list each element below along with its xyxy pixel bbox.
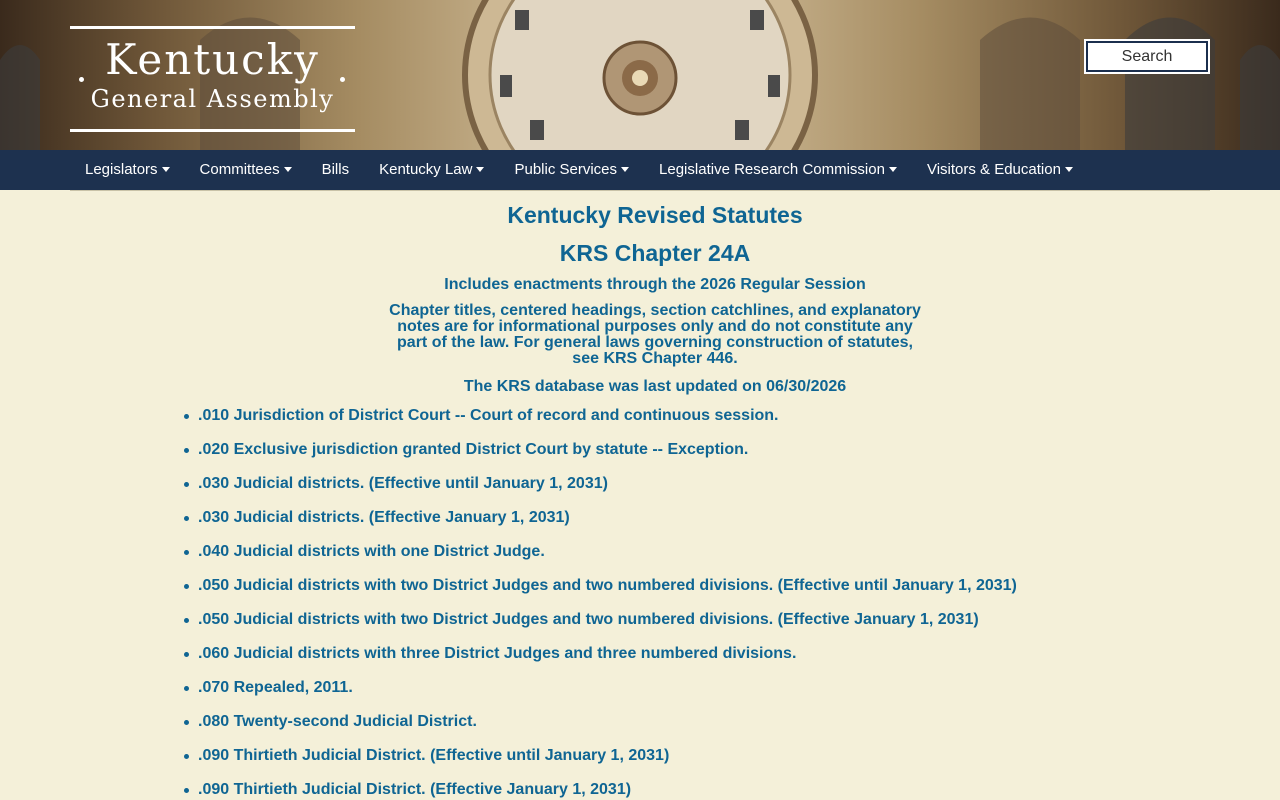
statute-link[interactable]: .050 Judicial districts with two District Judges and two numbered divisions. (Effective January 1, 2031)	[198, 611, 979, 628]
caret-down-icon	[162, 167, 170, 172]
header-banner	[0, 0, 1280, 150]
nav-divider	[70, 190, 1210, 191]
statute-link[interactable]: .050 Judicial districts with two District Judges and two numbered divisions. (Effective until January 1, 2031)	[198, 577, 1017, 594]
last-updated: The KRS database was last updated on 06/30/2026	[463, 378, 847, 395]
list-item	[198, 611, 1017, 645]
list-item	[198, 407, 1017, 441]
statute-link[interactable]: .080 Twenty-second Judicial District.	[198, 713, 477, 730]
nav-item-label: Kentucky Law	[379, 161, 473, 178]
nav-item-legislators[interactable]	[70, 150, 185, 190]
site-logo[interactable]	[70, 26, 355, 132]
statute-link[interactable]: .030 Judicial districts. (Effective January 1, 2031)	[198, 509, 570, 526]
nav-item-lrc[interactable]	[644, 150, 912, 190]
nav-item-public-services[interactable]	[499, 150, 644, 190]
caret-down-icon	[284, 167, 292, 172]
nav-item-committees[interactable]	[185, 150, 307, 190]
statute-link[interactable]: .070 Repealed, 2011.	[198, 679, 353, 696]
statute-link[interactable]: .040 Judicial districts with one District Judge.	[198, 543, 545, 560]
statute-link[interactable]: .090 Thirtieth Judicial District. (Effective January 1, 2031)	[198, 781, 632, 798]
disclaimer-note: Chapter titles, centered headings, section catchlines, and explanatory notes are for informational purposes only and do not constitute any part of the law. For general laws governing construction of statutes, see KRS Chapter 446.	[389, 302, 921, 367]
nav-item-label: Public Services	[514, 161, 618, 178]
statute-link[interactable]: .030 Judicial districts. (Effective until January 1, 2031)	[198, 475, 608, 492]
nav-item-label: Legislative Research Commission	[659, 161, 885, 178]
list-item	[198, 441, 1017, 475]
nav-item-label: Legislators	[85, 161, 158, 178]
list-item	[198, 645, 1017, 679]
statute-list	[198, 407, 1017, 800]
page-title: Kentucky Revised Statutes	[507, 202, 803, 228]
logo-subtitle: General Assembly	[90, 85, 335, 113]
caret-down-icon	[476, 167, 484, 172]
list-item	[198, 509, 1017, 543]
statute-link[interactable]: .090 Thirtieth Judicial District. (Effective until January 1, 2031)	[198, 747, 670, 764]
list-item	[198, 713, 1017, 747]
nav-item-label: Visitors & Education	[926, 161, 1061, 178]
nav-item-visitors-education[interactable]	[912, 150, 1088, 190]
nav-item-label: Bills	[321, 161, 350, 178]
nav-item-kentucky-law[interactable]	[364, 150, 499, 190]
session-subtitle: Includes enactments through the 2026 Regular Session	[444, 276, 866, 293]
list-item	[198, 475, 1017, 509]
statute-link[interactable]: .060 Judicial districts with three District Judges and three numbered divisions.	[198, 645, 797, 662]
list-item	[198, 543, 1017, 577]
caret-down-icon	[1065, 167, 1073, 172]
nav-item-label: Committees	[199, 161, 280, 178]
search-button[interactable]: Search	[1084, 39, 1210, 74]
statute-link[interactable]: .020 Exclusive jurisdiction granted District Court by statute -- Exception.	[198, 441, 749, 458]
caret-down-icon	[621, 167, 629, 172]
list-item	[198, 747, 1017, 781]
caret-down-icon	[889, 167, 897, 172]
list-item	[198, 781, 1017, 800]
main-nav	[0, 150, 1280, 190]
list-item	[198, 679, 1017, 713]
statute-link[interactable]: .010 Jurisdiction of District Court -- Court of record and continuous session.	[198, 407, 779, 424]
logo-title: Kentucky	[105, 35, 320, 84]
list-item	[198, 577, 1017, 611]
chapter-title: KRS Chapter 24A	[559, 240, 751, 266]
nav-item-bills[interactable]	[307, 150, 365, 190]
